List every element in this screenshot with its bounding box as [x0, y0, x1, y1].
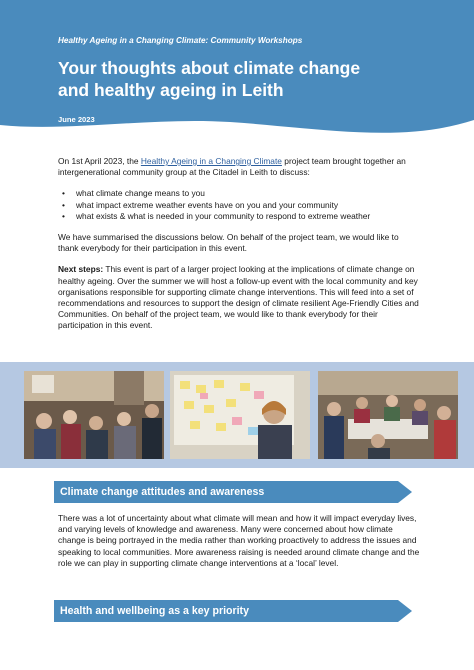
main-content: [58, 156, 420, 342]
list-item: • what impact extreme weather events have on you and your community: [58, 200, 420, 211]
intro-prefix: On 1st April 2023, the: [58, 156, 141, 166]
intro-paragraph: [58, 156, 420, 178]
next-steps-label: Next steps:: [58, 264, 104, 275]
section-heading: Health and wellbeing as a key priority: [60, 605, 249, 617]
title-line-2: and healthy ageing in Leith: [58, 80, 284, 100]
discussion-topics-list: [58, 188, 420, 222]
section-banner-attitudes: [54, 481, 412, 503]
title-line-1: Your thoughts about climate change: [58, 58, 361, 78]
next-steps-paragraph: [58, 264, 420, 331]
project-link[interactable]: Healthy Ageing in a Changing Climate: [140, 156, 282, 166]
summary-paragraph: We have summarised the discussions below. On behalf of the project team, we would like to thank everybody for their participation in this event.: [58, 232, 399, 254]
next-steps-text: This event is part of a larger project looking at the implications of climate change on healthy ageing. Over the summer we will host a follow-up event with the local community and key organisations responsible for supporting climate change interventions. This will feed into a set of recommendations and resources to support the design of climate resilient Age-Friendly Cities and Communities. On behalf of the project team, we would like to thank everybody for their participation in this event.: [58, 264, 419, 331]
section-paragraph: There was a lot of uncertainty about what climate will mean and how it will impact everyday lives, and varying levels of knowledge and awareness. Many were concerned about how climate change is being portrayed in the media rather than working proactively to address the issues and speaking to local communities. More awareness raising is needed around climate change and the role we can play in supporting climate change interventions at a ‘local’ level.: [58, 513, 420, 568]
section-banner-health: [54, 600, 412, 622]
page-title: [58, 57, 448, 101]
workshop-photo-tables: [318, 371, 458, 459]
section-heading: Climate change attitudes and awareness: [60, 486, 265, 498]
list-item: • what exists & what is needed in your community to respond to extreme weather: [58, 211, 420, 222]
workshop-photo-board: [170, 371, 310, 459]
photo-strip: [0, 362, 474, 468]
intro-suffix: project team brought together an intergenerational community group at the Citadel in Leith to discuss:: [58, 156, 406, 178]
workshop-photo-group: [24, 371, 164, 459]
header-banner: [0, 0, 474, 140]
publication-date: June 2023: [58, 115, 95, 124]
list-item: • what climate change means to you: [58, 188, 420, 199]
header-kicker: Healthy Ageing in a Changing Climate: Community Workshops: [58, 36, 303, 45]
